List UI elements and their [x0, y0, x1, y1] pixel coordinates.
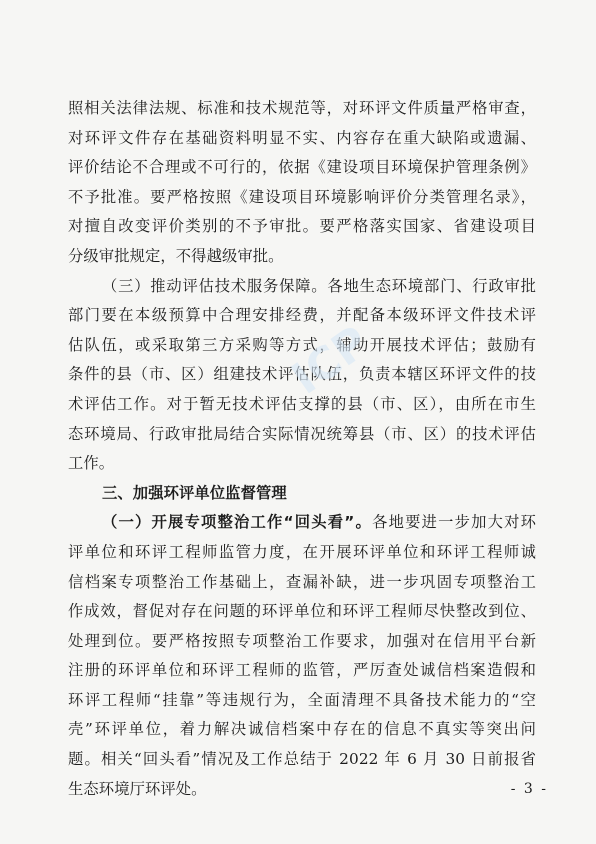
paragraph-line: 部门要在本级预算中合理安排经费，并配备本级环评文件技术评 — [68, 306, 536, 325]
paragraph-line: 注册的环评单位和环评工程师的监管，严厉查处诚信档案造假和 — [68, 661, 536, 680]
watermark-logo: ICP — [282, 316, 379, 405]
paragraph-line: 态环境局、行政审批局结合实际情况统筹县（市、区）的技术评估 — [68, 424, 536, 443]
paragraph-line: 处理到位。要严格按照专项整治工作要求，加强对在信用平台新 — [68, 631, 536, 650]
paragraph-line: 条件的县（市、区）组建技术评估队伍，负责本辖区环评文件的技 — [68, 365, 536, 384]
paragraph-line: 壳”环评单位，着力解决诚信档案中存在的信息不真实等突出问 — [68, 720, 536, 739]
paragraph-line: 作成效，督促对存在问题的环评单位和环评工程师尽快整改到位、 — [68, 602, 536, 621]
paragraph-line: 评单位和环评工程师监管力度，在开展环评单位和环评工程师诚 — [68, 542, 536, 561]
paragraph-line: 信档案专项整治工作基础上，查漏补缺，进一步巩固专项整治工 — [68, 572, 536, 591]
paragraph-line: 题。相关“回头看”情况及工作总结于 2022 年 6 月 30 日前报省 — [68, 750, 536, 769]
paragraph-line: 评价结论不合理或不可行的，依据《建设项目环境保护管理条例》 — [68, 158, 536, 177]
section-3-first-line — [68, 272, 536, 302]
paragraph-line: 对环评文件存在基础资料明显不实、内容存在重大缺陷或遗漏、 — [68, 128, 536, 147]
paragraph-line: 对擅自改变评价类别的不予审批。要严格落实国家、省建设项目 — [68, 217, 536, 236]
paragraph-line: 不予批准。要严格按照《建设项目环境影响评价分类管理名录》， — [68, 187, 536, 206]
subsection-1-first-line — [68, 508, 536, 538]
paragraph-line: 照相关法律法规、标准和技术规范等，对环评文件质量严格审查， — [68, 99, 536, 117]
paragraph-line: 分级审批规定，不得越级审批。 — [68, 246, 284, 265]
section-3-text: 各地生态环境部门、行政审批 — [327, 276, 536, 295]
subsection-1-text: 各地要进一步加大对环 — [372, 513, 536, 532]
subsection-1-lead: （一）开展专项整治工作“回头看”。 — [102, 513, 373, 532]
section-heading: 三、加强环评单位监督管理 — [102, 483, 287, 502]
paragraph-line: 生态环境厅环评处。 — [68, 779, 207, 798]
section-3-lead: （三）推动评估技术服务保障。 — [102, 276, 328, 295]
page-number: - 3 - — [510, 781, 548, 797]
paragraph-line: 环评工程师“挂靠”等违规行为，全面清理不具备技术能力的“空 — [68, 690, 536, 709]
paragraph-line: 术评估工作。对于暂无技术评估支撑的县（市、区），由所在市生 — [68, 394, 536, 413]
paragraph-line: 工作。 — [68, 454, 115, 473]
document-body — [68, 94, 536, 804]
paragraph-line: 估队伍，或采取第三方采购等方式，辅助开展技术评估；鼓励有 — [68, 335, 536, 354]
